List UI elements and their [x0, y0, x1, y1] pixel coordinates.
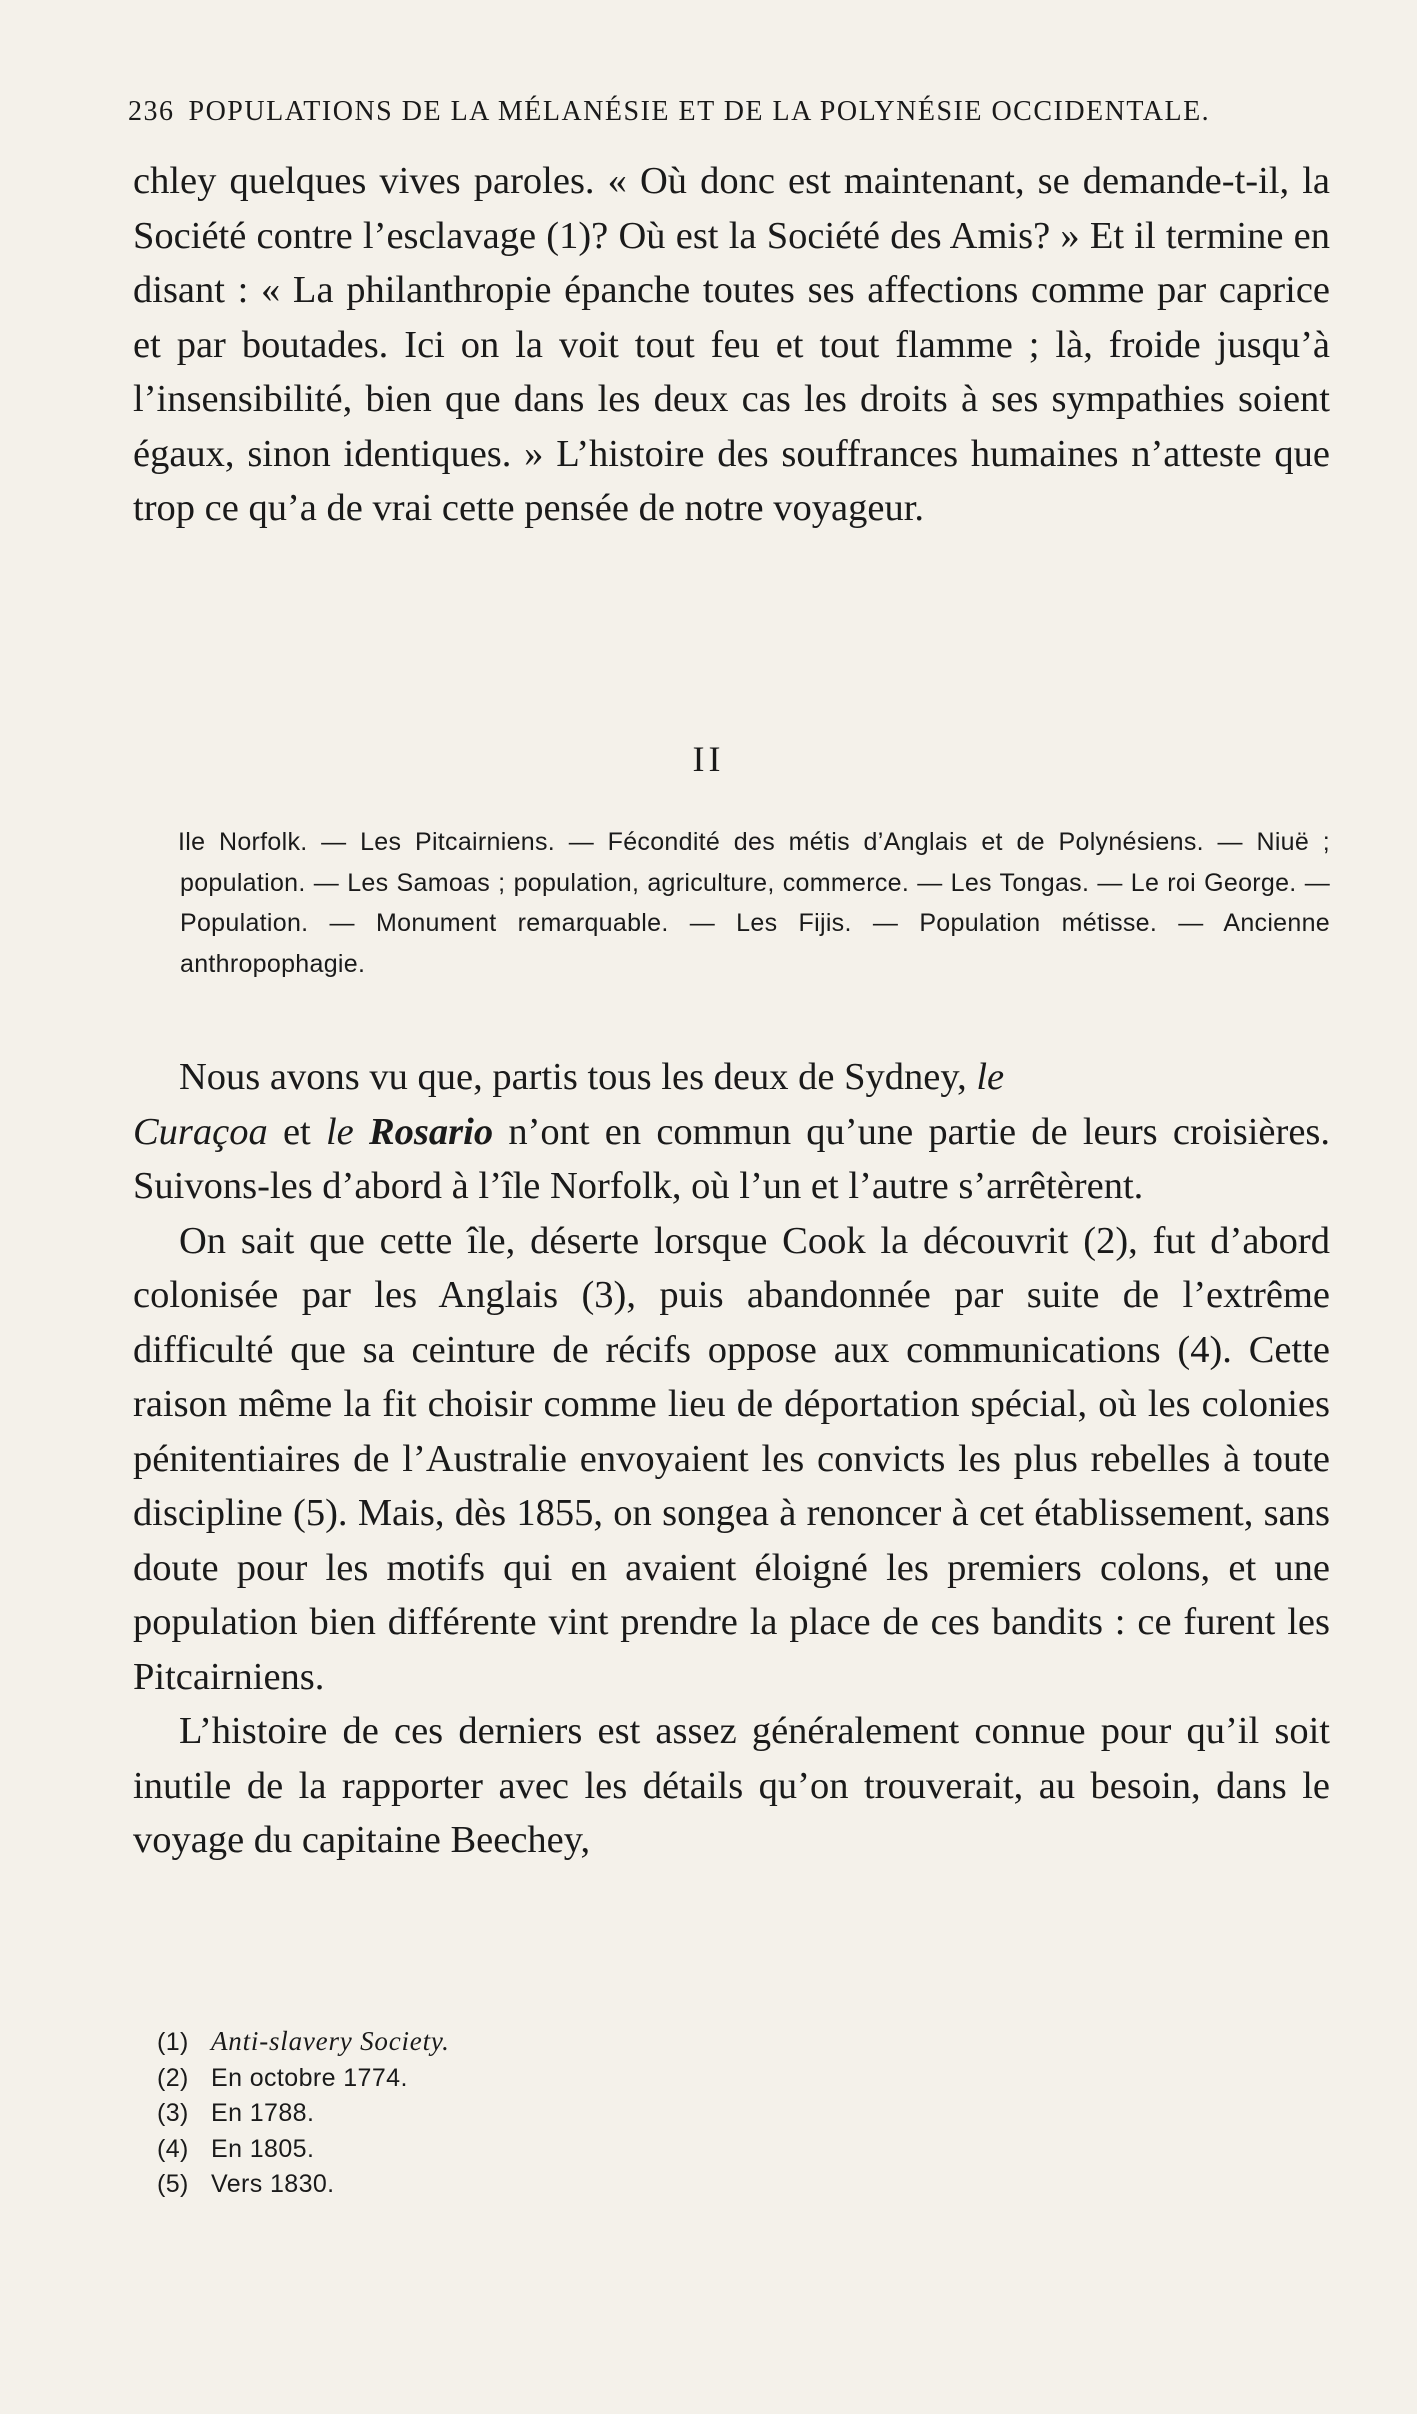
footnote-1: (1) Anti-slavery Society. [157, 2026, 450, 2056]
footnote-3-text: En 1788. [211, 2099, 315, 2127]
paragraph-1-end: n’ont en commun qu’une partie de leurs croisières. Suivons-les d’abord à l’île Norfolk, où l’un et l’autre s’arrêtèrent. [133, 1110, 1331, 1207]
footnote-5-text: Vers 1830. [211, 2170, 335, 2198]
ship-name-rosario: Rosario [369, 1110, 494, 1153]
paragraph-1 [133, 1050, 1330, 1214]
footnote-4-text: En 1805. [211, 2134, 315, 2163]
conjunction-et: et [282, 1110, 311, 1153]
article-le-2: le [325, 1110, 354, 1153]
section-summary-text: Ile Norfolk. — Les Pitcairniens. — Fécondité des métis d’Anglais et de Polynésiens. — Niuë ; population. — Les Samoas ; population, agriculture, commerce. — Les Tongas. — Le roi George. — Population. — Monument remarquable. — Les Fijis. — Population métisse. — Ancienne anthropophagie. [178, 828, 1330, 978]
top-paragraph: chley quelques vives paroles. « Où donc est maintenant, se demande-t-il, la Société contre l’esclavage (1)? Où est la Société des Amis? » Et il termine en disant : « La philanthropie épanche toutes ses affections comme par caprice et par boutades. Ici on la voit tout feu et tout flamme ; là, froide jusqu’à l’insensibilité, bien que dans les deux cas les droits à ses sympathies soient égaux, sinon identiques. » L’histoire des souffrances humaines n’atteste que trop ce qu’a de vrai cette pensée de notre voyageur. [133, 160, 1330, 529]
running-header [128, 96, 1333, 128]
paragraph-2: On sait que cette île, déserte lorsque Cook la découvrit (2), fut d’abord colonisée par les Anglais (3), puis abandonnée par suite de l’extrême difficulté que sa ceinture de récifs oppose aux communications (4). Cette raison même la fit choisir comme lieu de déportation spécial, où les colonies pénitentiaires de l’Australie envoyaient les convicts les plus rebelles à toute discipline (5). Mais, dès 1855, on songea à renoncer à cet établissement, sans doute pour les motifs qui en avaient éloigné les premiers colons, et une population bien différente vint prendre la place de ces bandits : ce furent les Pitcairniens. [133, 1219, 1330, 1698]
ship-name-curacoa: Curaçoa [133, 1110, 268, 1153]
footnote-2-text: En octobre 1774. [211, 2063, 408, 2092]
footnote-3: (3) En 1788. [157, 2099, 315, 2127]
page-number: 236 [128, 96, 175, 127]
running-title: POPULATIONS DE LA MÉLANÉSIE ET DE LA POLYNÉSIE OCCIDENTALE. [188, 96, 1211, 127]
main-text-block [133, 1050, 1330, 1868]
footnotes [157, 2024, 1307, 2203]
footnote-4: (4) En 1805. [157, 2134, 315, 2163]
article-le-1: le [976, 1056, 1005, 1098]
footnote-5: (5) Vers 1830. [157, 2170, 335, 2198]
top-paragraph-block [133, 154, 1330, 536]
section-number: II [692, 739, 725, 779]
footnote-1-text: Anti-slavery Society. [211, 2026, 450, 2056]
footnote-2: (2) En octobre 1774. [157, 2063, 408, 2092]
paragraph-3: L’histoire de ces derniers est assez généralement connue pour qu’il soit inutile de la rapporter avec les détails qu’on trouverait, au besoin, dans le voyage du capitaine Beechey, [133, 1710, 1330, 1861]
paragraph-1-start: Nous avons vu que, partis tous les deux de Sydney, [179, 1056, 967, 1098]
section-summary [180, 822, 1330, 984]
